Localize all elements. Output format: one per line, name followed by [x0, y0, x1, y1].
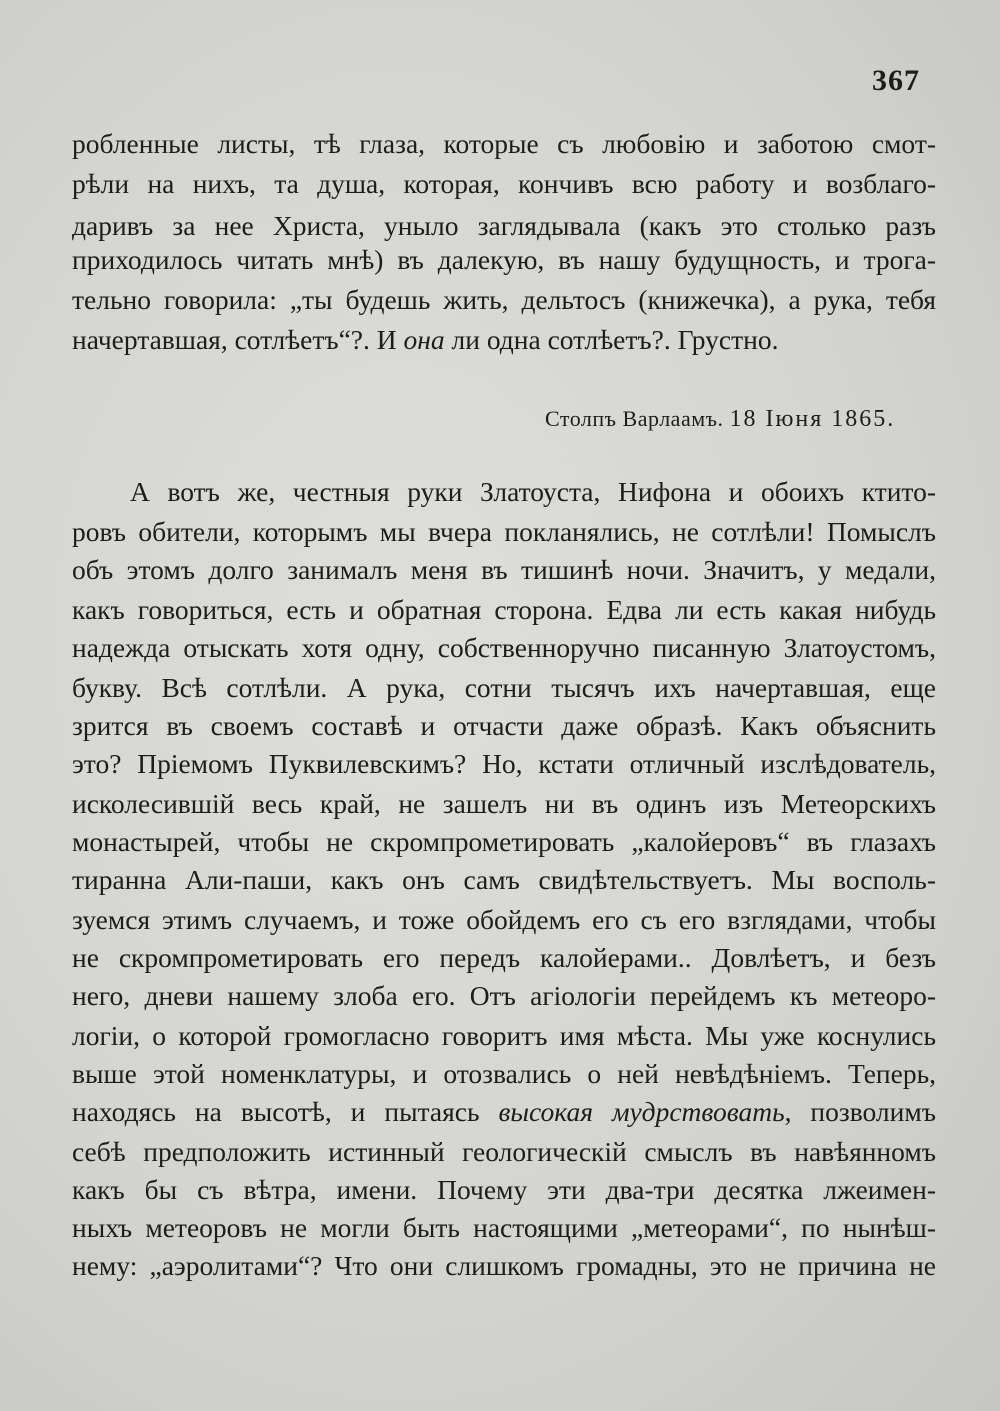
text-line — [72, 320, 936, 360]
text-span: , позволимъ — [784, 1096, 936, 1127]
text-line: какъ говориться, есть и обратная сторона. Едва ли есть какая нибудь — [72, 594, 936, 625]
text-line — [72, 1092, 936, 1132]
text-line: исколесившій весь край, не зашелъ ни въ одинъ изъ Метеорскихъ — [72, 788, 936, 819]
signature-place: Столпъ Варлаамъ. — [545, 406, 724, 431]
text-line: зуемся этимъ случаемъ, и тоже обойдемъ его съ его взглядами, чтобы — [72, 904, 936, 935]
text-line: не скромпрометировать его передъ калойерами.. Довлѣетъ, и безъ — [72, 942, 936, 973]
text-line: ровъ обители, которымъ мы вчера покланялись, не сотлѣли! Помыслъ — [72, 516, 936, 547]
text-line: рѣли на нихъ, та душа, которая, кончивъ всю работу и возблаго- — [72, 168, 936, 199]
text-span: начертавшая, сотлѣетъ“?. И — [72, 324, 404, 355]
text-line: робленные листы, тѣ глаза, которые съ любовію и заботою смот- — [72, 128, 936, 159]
text-line: какъ бы съ вѣтра, имени. Почему эти два-три десятка лжеимен- — [72, 1174, 936, 1205]
text-line: монастырей, чтобы не скромпрометировать „калойеровъ“ въ глазахъ — [72, 826, 936, 857]
text-span: находясь на высотѣ, и пытаясь — [72, 1096, 499, 1127]
text-line: даривъ за нее Христа, уныло заглядывала (какъ это столько разъ — [72, 210, 936, 241]
signature-line — [545, 406, 895, 433]
text-line: выше этой номенклатуры, и отозвались о ней невѣдѣніемъ. Теперь, — [72, 1058, 936, 1089]
text-line: логіи, о которой громогласно говоритъ имя мѣста. Мы уже коснулись — [72, 1020, 936, 1051]
text-line: приходилось читать мнѣ) въ далекую, въ нашу будущность, и трога- — [72, 244, 936, 275]
text-line: нему: „аэролитами“? Что они слишкомъ громадны, это не причина не — [72, 1250, 936, 1281]
text-line: тельно говорила: „ты будешь жить, дельтосъ (книжечка), а рука, тебя — [72, 284, 936, 315]
page-number: 367 — [872, 64, 920, 97]
text-line: тиранна Али-паши, какъ онъ самъ свидѣтельствуетъ. Мы восполь- — [72, 864, 936, 895]
italic-word: она — [403, 324, 445, 355]
text-line: объ этомъ долго занималъ меня въ тишинѣ ночи. Значитъ, у медали, — [72, 554, 936, 585]
text-span: ли одна сотлѣетъ?. Грустно. — [444, 324, 779, 355]
text-line: ныхъ метеоровъ не могли быть настоящими „метеорами“, по нынѣш- — [72, 1212, 936, 1243]
text-line: А вотъ же, честныя руки Златоуста, Нифона и обоихъ ктито- — [130, 476, 936, 507]
text-line: надежда отыскать хотя одну, собственноручно писанную Златоустомъ, — [72, 632, 936, 663]
text-line: зрится въ своемъ составѣ и отчасти даже образѣ. Какъ объяснить — [72, 710, 936, 741]
text-line: него, дневи нашему злоба его. Отъ агіологіи перейдемъ къ метеоро- — [72, 980, 936, 1011]
text-line: это? Пріемомъ Пуквилевскимъ? Но, кстати отличный изслѣдователь, — [72, 748, 936, 779]
italic-phrase: высокая мудрствовать — [498, 1096, 785, 1127]
signature-date: 18 Іюня 1865. — [729, 406, 896, 432]
text-line: букву. Всѣ сотлѣли. А рука, сотни тысячъ ихъ начертавшая, еще — [72, 672, 936, 703]
text-line: себѣ предположить истинный геологическій смыслъ въ навѣянномъ — [72, 1136, 936, 1167]
